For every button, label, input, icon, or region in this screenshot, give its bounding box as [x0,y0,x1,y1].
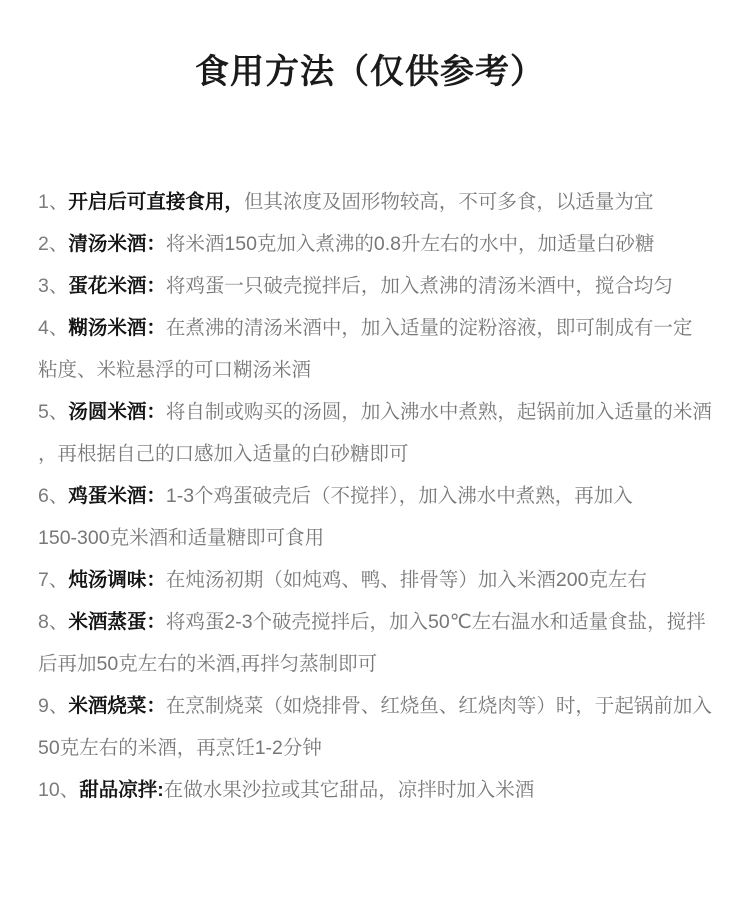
list-item [38,559,726,601]
item-text: 1-3个鸡蛋破壳后（不搅拌），加入沸水中煮熟，再加入 150-300克米酒和适量糖即可食用 [38,485,633,549]
item-number: 3、 [38,275,69,297]
item-label: 清汤米酒： [68,233,166,255]
list-item [38,265,726,307]
item-text: 在炖汤初期（如炖鸡、鸭、排骨等）加入米酒200克左右 [165,569,647,591]
list-item [38,685,726,769]
item-label: 汤圆米酒： [68,401,166,423]
list-item [38,769,726,811]
usage-method-list [0,181,740,811]
list-item [38,475,726,559]
page-title: 食用方法（仅供参考） [195,54,545,91]
item-text: 将鸡蛋一只破壳搅拌后，加入煮沸的清汤米酒中，搅合均匀 [165,275,673,297]
item-number: 4、 [38,317,69,339]
list-item [38,181,726,223]
item-text: 但其浓度及固形物较高，不可多食，以适量为宜 [243,191,654,213]
item-number: 1、 [38,191,69,213]
item-text: 在煮沸的清汤米酒中，加入适量的淀粉溶液，即可制成有一定 粘度、米粒悬浮的可口糊汤米酒 [38,317,693,381]
list-item [38,223,726,265]
item-label: 鸡蛋米酒： [68,485,166,507]
item-label: 糊汤米酒： [68,317,166,339]
item-text: 将米酒150克加入煮沸的0.8升左右的水中，加适量白砂糖 [165,233,655,255]
item-text: 在烹制烧菜（如烧排骨、红烧鱼、红烧肉等）时，于起锅前加入 50克左右的米酒，再烹饪1-2分钟 [38,695,712,759]
item-number: 7、 [38,569,69,591]
item-label: 米酒烧菜： [68,695,166,717]
item-label: 蛋花米酒： [68,275,166,297]
item-text: 将鸡蛋2-3个破壳搅拌后，加入50℃左右温水和适量食盐，搅拌 后再加50克左右的米酒,再拌匀蒸制即可 [38,611,706,675]
item-number: 5、 [38,401,69,423]
item-number: 9、 [38,695,69,717]
list-item [38,307,726,391]
item-label: 甜品凉拌: [79,779,164,801]
item-number: 10、 [38,779,80,801]
item-text: 在做水果沙拉或其它甜品，凉拌时加入米酒 [163,779,535,801]
item-text: 将自制或购买的汤圆，加入沸水中煮熟，起锅前加入适量的米酒 ，再根据自己的口感加入适量的白砂糖即可 [38,401,712,465]
list-item [38,391,726,475]
item-number: 8、 [38,611,69,633]
item-number: 2、 [38,233,69,255]
item-number: 6、 [38,485,69,507]
list-item [38,601,726,685]
item-label: 米酒蒸蛋： [68,611,166,633]
item-label: 开启后可直接食用， [68,191,244,213]
item-label: 炖汤调味： [68,569,166,591]
